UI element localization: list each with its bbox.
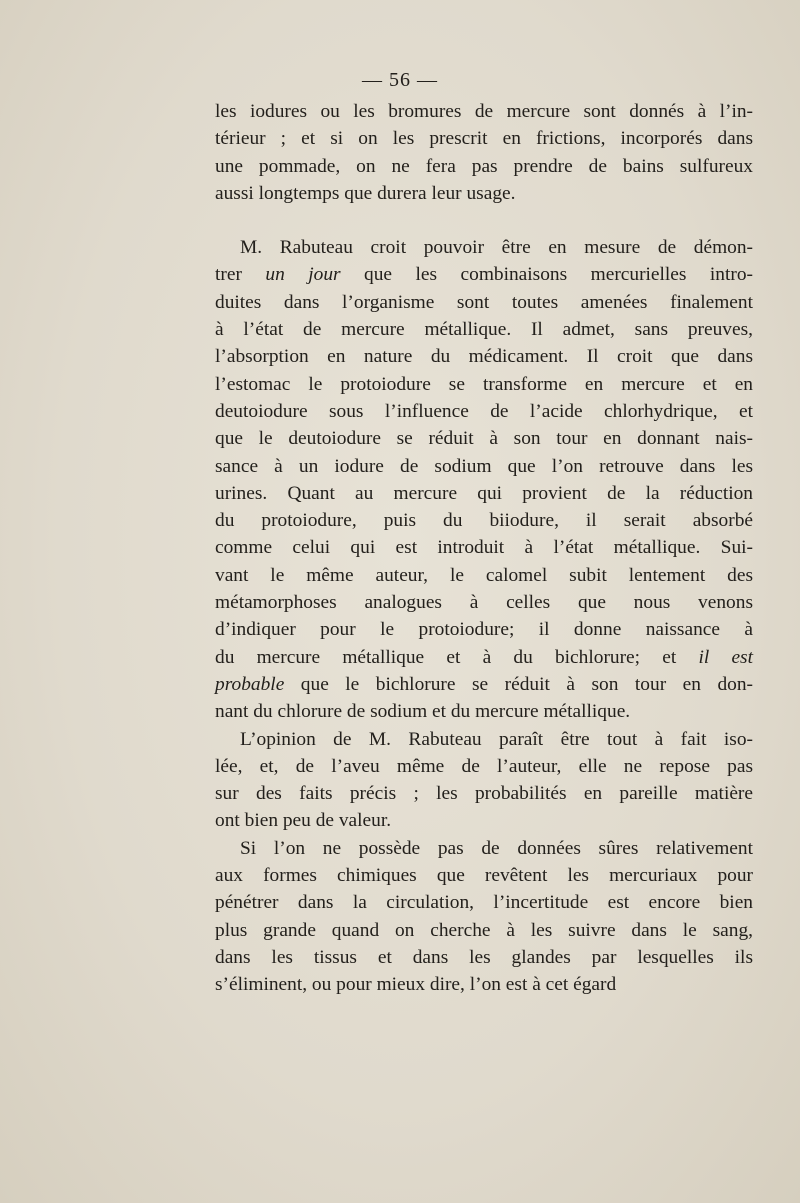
- italic-text: probable: [215, 673, 285, 695]
- text-segment: sance à un iodure de sodium que l’on retrouve dans les: [215, 455, 753, 477]
- text-segment: à l’état de mercure métallique. Il admet, sans preuves,: [215, 319, 753, 341]
- text-line: [215, 807, 753, 834]
- text-line: [215, 425, 753, 452]
- text-line: [215, 180, 753, 207]
- text-segment: dans les tissus et dans les glandes par lesquelles ils: [215, 946, 753, 968]
- text-segment: sur des faits précis ; les probabilités en pareille matière: [215, 783, 753, 805]
- text-line: [215, 371, 753, 398]
- text-line: [215, 835, 753, 862]
- text-segment: aussi longtemps que durera leur usage.: [215, 182, 516, 204]
- text-line: [215, 862, 753, 889]
- text-line: [215, 343, 753, 370]
- italic-text: un jour: [265, 264, 341, 286]
- text-segment: du mercure métallique et à du bichlorure; et: [215, 646, 699, 668]
- text-segment: M. Rabuteau croit pouvoir être en mesure de démon-: [240, 237, 753, 259]
- text-segment: l’absorption en nature du médicament. Il croit que dans: [215, 346, 753, 368]
- text-segment: urines. Quant au mercure qui provient de la réduction: [215, 482, 753, 504]
- page-number: — 56 —: [362, 69, 438, 91]
- text-line: [215, 780, 753, 807]
- text-line: [215, 398, 753, 425]
- text-line: [215, 562, 753, 589]
- text-segment: métamorphoses analogues à celles que nous venons: [215, 592, 753, 614]
- text-segment: lée, et, de l’aveu même de l’auteur, elle ne repose pas: [215, 755, 753, 777]
- text-line: [215, 616, 753, 643]
- text-line: [215, 589, 753, 616]
- text-line: [215, 917, 753, 944]
- paragraph: [215, 835, 753, 999]
- text-segment: comme celui qui est introduit à l’état métallique. Sui-: [215, 537, 753, 559]
- text-segment: nant du chlorure de sodium et du mercure métallique.: [215, 701, 631, 723]
- text-segment: plus grande quand on cherche à les suivre dans le sang,: [215, 919, 753, 941]
- text-segment: térieur ; et si on les prescrit en frictions, incorporés dans: [215, 128, 753, 150]
- text-line: [215, 726, 753, 753]
- text-line: [215, 453, 753, 480]
- text-segment: ont bien peu de valeur.: [215, 810, 392, 832]
- text-segment: aux formes chimiques que revêtent les mercuriaux pour: [215, 865, 753, 887]
- text-line: [215, 753, 753, 780]
- text-segment: L’opinion de M. Rabuteau paraît être tout à fait iso-: [240, 728, 753, 750]
- text-line: [215, 644, 753, 671]
- text-segment: les iodures ou les bromures de mercure sont donnés à l’in-: [215, 101, 753, 122]
- text-segment: d’indiquer pour le protoiodure; il donne naissance à: [215, 619, 753, 641]
- text-segment: pénétrer dans la circulation, l’incertitude est encore bien: [215, 892, 753, 914]
- text-line: [215, 971, 753, 998]
- text-segment: trer: [215, 264, 266, 286]
- text-line: [215, 889, 753, 916]
- text-segment: du protoiodure, puis du biiodure, il serait absorbé: [215, 510, 753, 532]
- paragraph: [215, 234, 753, 725]
- text-line: [215, 261, 753, 288]
- text-segment: l’estomac le protoiodure se transforme en mercure et en: [215, 373, 753, 395]
- text-line: [215, 480, 753, 507]
- text-segment: Si l’on ne possède pas de données sûres relativement: [240, 837, 753, 859]
- text-line: [215, 125, 753, 152]
- text-line: [215, 698, 753, 725]
- text-segment: que le bichlorure se réduit à son tour en don-: [284, 673, 753, 695]
- text-line: [215, 316, 753, 343]
- text-line: [215, 234, 753, 261]
- text-line: [215, 507, 753, 534]
- text-line: [215, 289, 753, 316]
- text-segment: duites dans l’organisme sont toutes amenées finalement: [215, 291, 753, 313]
- text-line: [215, 944, 753, 971]
- text-line: [215, 153, 753, 180]
- italic-text: il est: [698, 646, 753, 668]
- text-segment: que le deutoiodure se réduit à son tour en donnant nais-: [215, 428, 753, 450]
- paragraph: [215, 726, 753, 835]
- text-line: [215, 98, 753, 125]
- body-text: [215, 98, 753, 999]
- text-segment: une pommade, on ne fera pas prendre de bains sulfureux: [215, 155, 753, 177]
- paragraph: [215, 98, 753, 207]
- text-segment: deutoiodure sous l’influence de l’acide chlorhydrique, et: [215, 400, 753, 422]
- text-segment: que les combinaisons mercurielles intro-: [340, 264, 754, 286]
- text-segment: vant le même auteur, le calomel subit lentement des: [215, 564, 753, 586]
- text-line: [215, 671, 753, 698]
- text-line: [215, 534, 753, 561]
- text-segment: s’éliminent, ou pour mieux dire, l’on est à cet égard: [215, 974, 617, 996]
